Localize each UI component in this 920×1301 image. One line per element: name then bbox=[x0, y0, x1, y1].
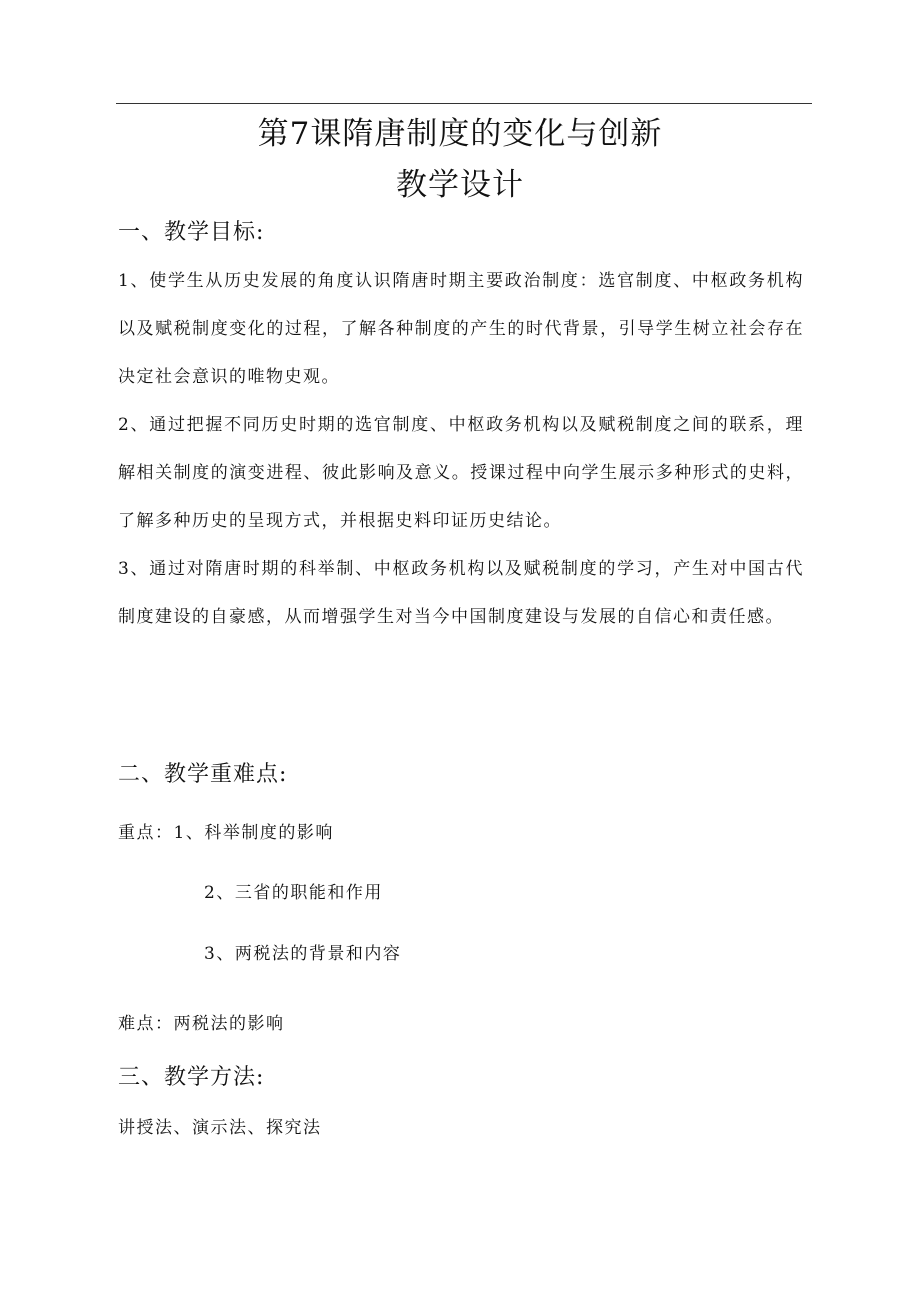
objective-item-3: 3、通过对隋唐时期的科举制、中枢政务机构以及赋税制度的学习，产生对中国古代制度建设的自豪感，从而增强学生对当今中国制度建设与发展的自信心和责任感。 bbox=[118, 559, 804, 627]
objectives-list bbox=[118, 257, 804, 641]
document-title: 第7课隋唐制度的变化与创新 bbox=[257, 116, 663, 152]
objective-item-2: 2、通过把握不同历史时期的选官制度、中枢政务机构以及赋税制度之间的联系，理解相关制度的演变进程、彼此影响及意义。授课过程中向学生展示多种形式的史料，了解多种历史的呈现方式，并根据史料印证历史结论。 bbox=[118, 415, 804, 531]
key-point-2: 2、三省的职能和作用 bbox=[204, 883, 383, 903]
objective-item-1: 1、使学生从历史发展的角度认识隋唐时期主要政治制度：选官制度、中枢政务机构以及赋税制度变化的过程，了解各种制度的产生的时代背景，引导学生树立社会存在决定社会意识的唯物史观。 bbox=[118, 271, 804, 387]
difficulty-point: 难点：两税法的影响 bbox=[118, 1014, 285, 1034]
key-point-3: 3、两税法的背景和内容 bbox=[204, 944, 402, 964]
section-heading-key-points: 二、教学重难点: bbox=[118, 762, 288, 787]
section-heading-methods: 三、教学方法: bbox=[118, 1065, 265, 1090]
teaching-methods: 讲授法、演示法、探究法 bbox=[118, 1118, 322, 1138]
key-point-1: 重点：1、科举制度的影响 bbox=[118, 823, 334, 843]
section-heading-objectives: 一、教学目标: bbox=[118, 220, 265, 245]
document-subtitle: 教学设计 bbox=[396, 167, 524, 203]
header-rule bbox=[116, 103, 812, 104]
